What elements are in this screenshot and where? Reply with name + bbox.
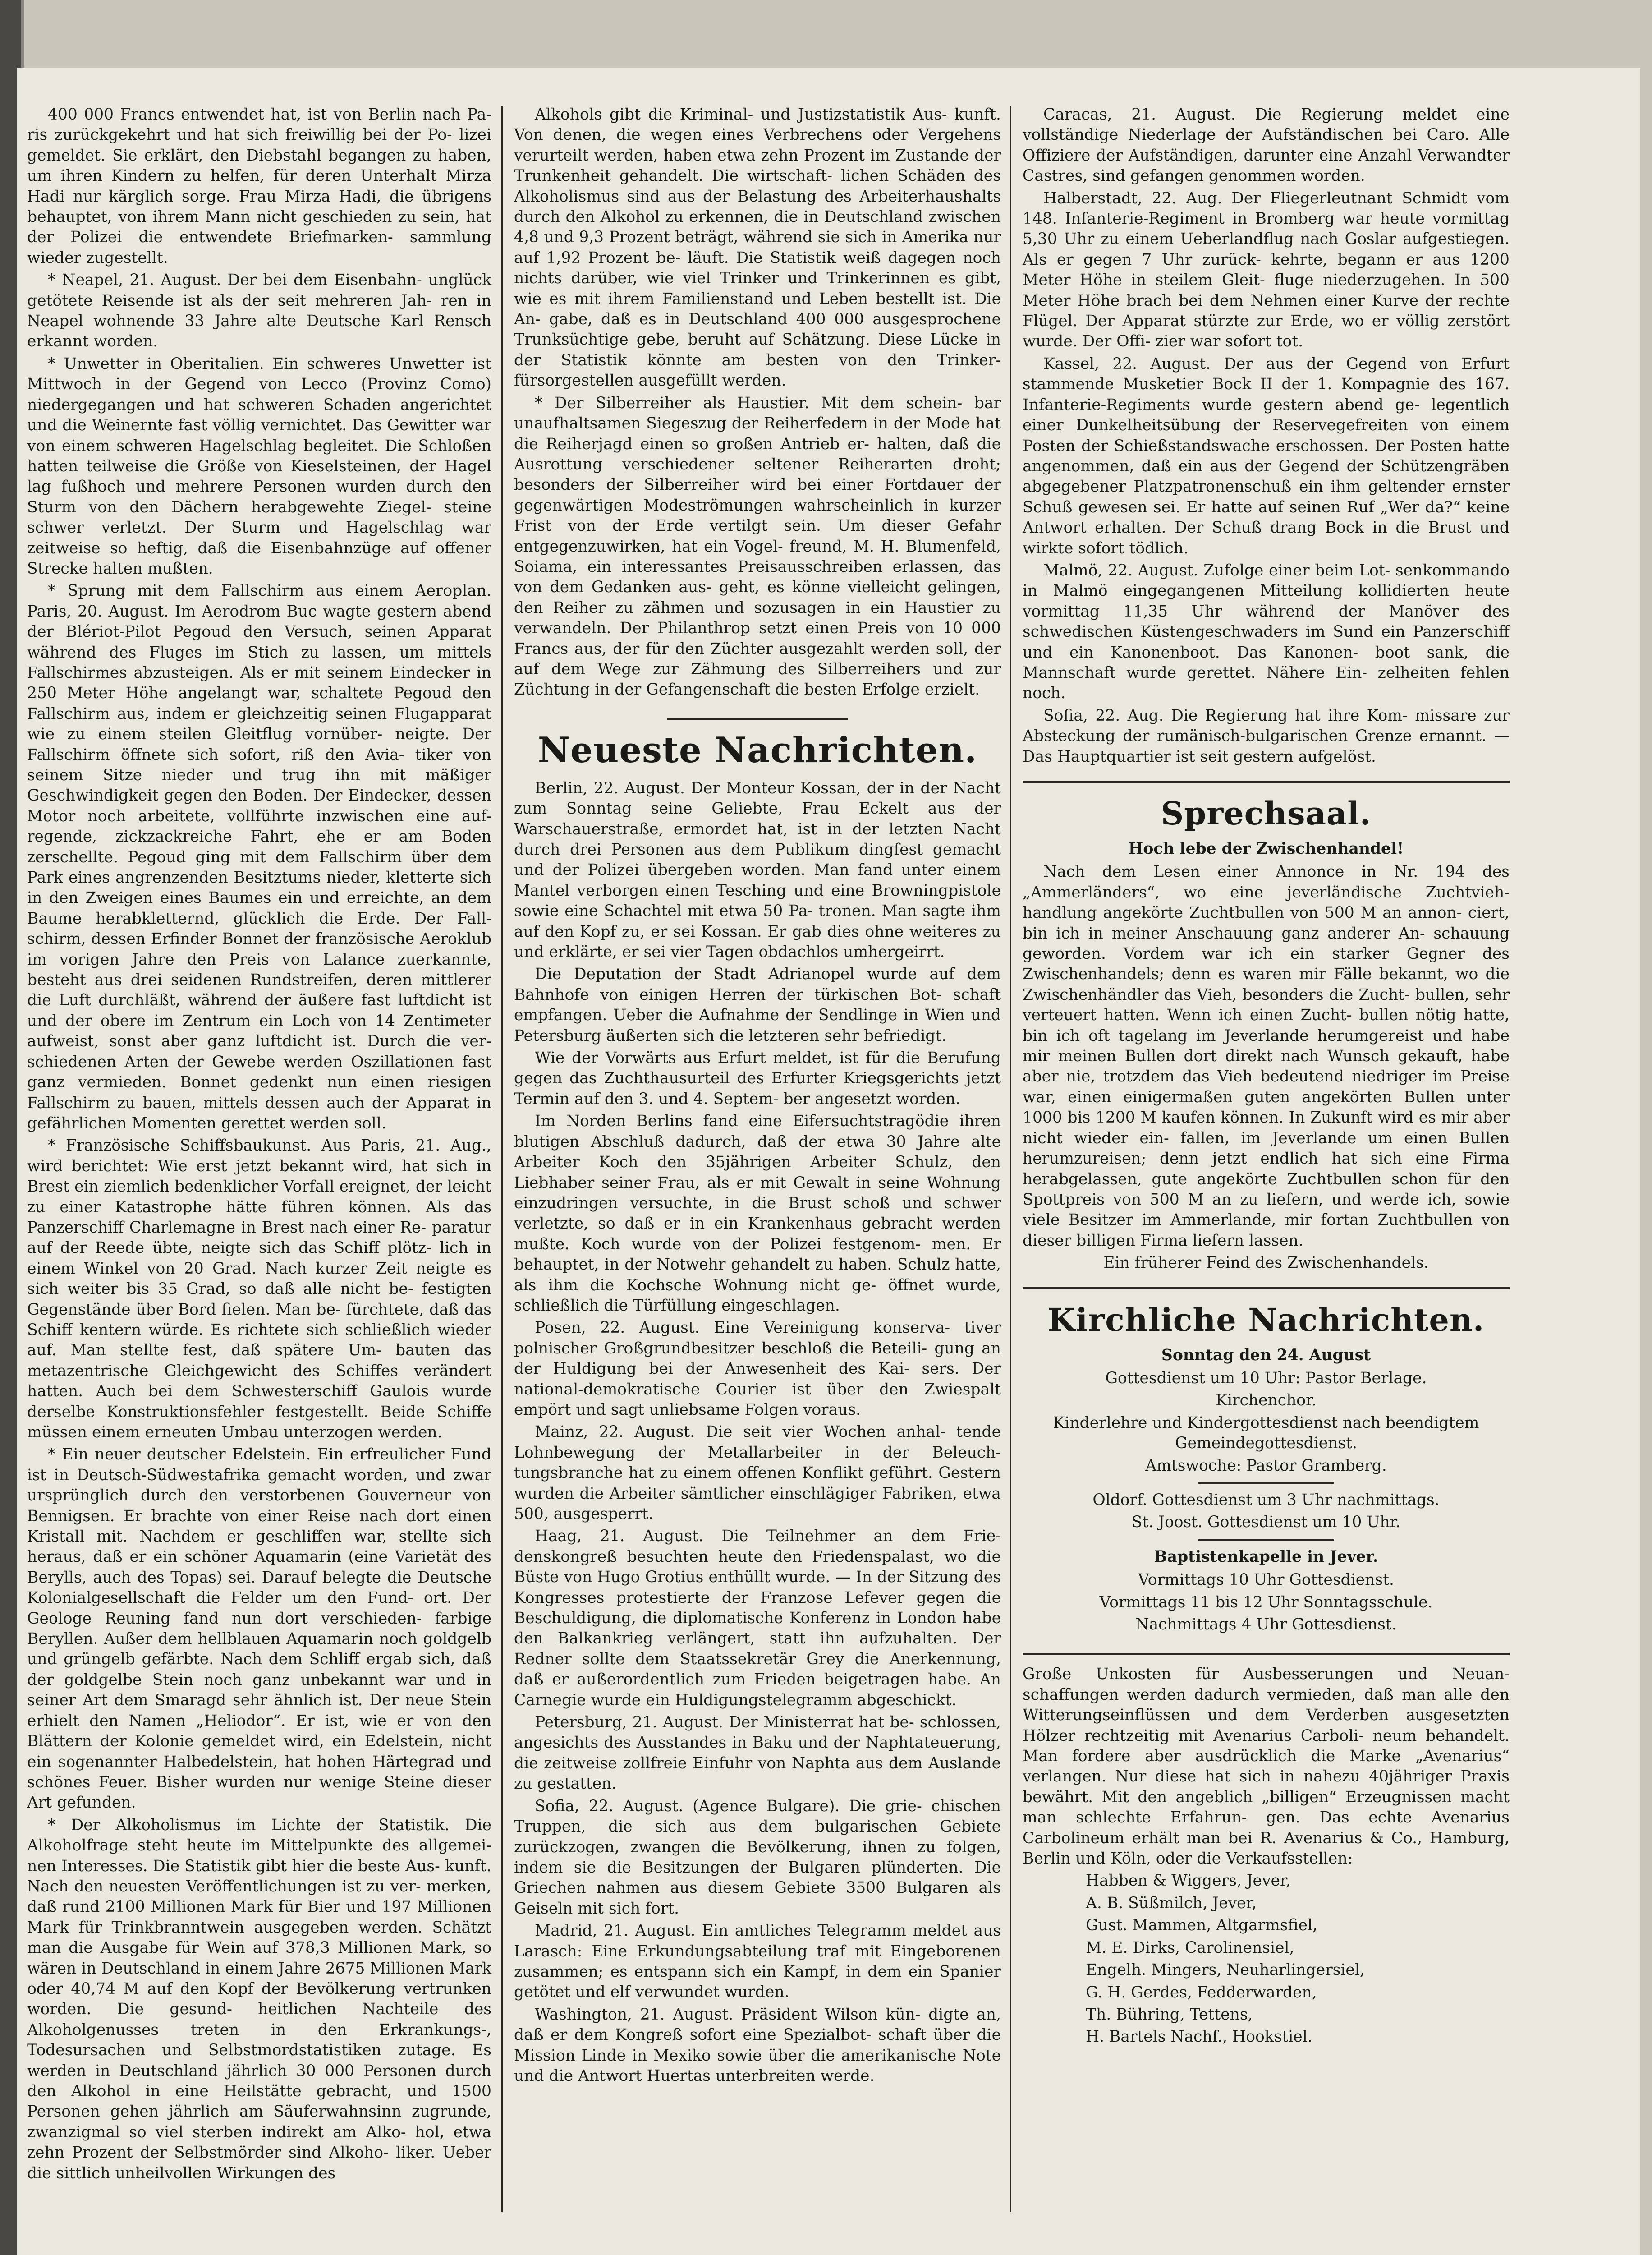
section-divider (1023, 781, 1510, 783)
news-item: Petersburg, 21. August. Der Ministerrat hat be- schlossen, angesichts des Ausstandes in Baku und der Naphtateuerung, die zeitweise zollfreie Einfuhr von Naphta aus dem Auslande zu gestatten. (514, 1713, 1001, 1793)
article-paragraph: * Der Silberreiher als Haustier. Mit dem schein- bar unaufhaltsamen Siegeszug der Reiherfedern in der Mode hat die Reiherjagd einen so großen Antrieb er- halten, daß die Ausrottung verschiedener seltener Reiherarten droht; besonders der Silberreiher wird bei einer Fortdauer der gegenwärtigen Modeströmungen wahrscheinlich in kurzer Frist von der Erde vertilgt sein. Um dieser Gefahr entgegenzuwirken, hat ein Vogel- freund, M. H. Blumenfeld, Soiama, ein interessantes Preisausschreiben erlassen, das von dem Gedanken aus- geht, es könne vielleicht gelingen, den Reiher zu zähmen und sozusagen in ein Haustier zu verwandeln. Der Philanthrop setzt einen Preis von 10 000 Francs aus, der für den Züchter ausgezahlt werden soll, der auf dem Wege zur Zähmung des Silberreihers und zur Züchtung in der Gefangenschaft die besten Erfolge erzielt. (514, 394, 1001, 699)
news-item: Malmö, 22. August. Zufolge einer beim Lot- senkommando in Malmö eingegangenen Mitteilung kollidierten heute vormittag 11,35 Uhr während der Manöver des schwedischen Küstengeschwaders im Sund ein Panzerschiff und ein Kanonenboot. Das Kanonen- boot sank, die Mannschaft wurde gerettet. Nähere Ein- zelheiten fehlen noch. (1023, 561, 1510, 703)
article-paragraph: * Sprung mit dem Fallschirm aus einem Aeroplan. Paris, 20. August. Im Aerodrom Buc wagte gestern abend der Blériot-Pilot Pegoud den Versuch, seinen Apparat während des Fluges im Stich zu lassen, um mittels Fallschirmes abzusteigen. Als er mit seinem Eindecker in 250 Meter Höhe angelangt war, schaltete Pegoud den Fallschirm aus, indem er gleichzeitig seinen Flugapparat wie zu einem steilen Gleitflug vornüber- neigte. Der Fallschirm öffnete sich sofort, riß den Avia- tiker von seinem Sitze nieder und trug ihn mit mäßiger Geschwindigkeit gegen den Boden. Der Eindecker, dessen Motor noch arbeitete, vollführte inzwischen eine auf- regende, zickzackreiche Fahrt, ehe er am Boden zerschellte. Pegoud ging mit dem Fallschirm über dem Park eines angrenzenden Besitztums nieder, kletterte sich in den Zweigen eines Baumes ein und erreichte, an dem Baume herabkletternd, glücklich die Erde. Der Fall- schirm, dessen Erfinder Bonnet der französische Aeroklub im vorigen Jahre den Preis von Lalance zuerkannte, besteht aus drei seidenen Rundstreifen, deren mittlerer die Luft durchläßt, während der äußere fast luftdicht ist und der obere im Zentrum ein Loch von 14 Zentimeter aufweist, sonst aber ganz luftdicht ist. Durch die ver- schiedenen Arten der Gewebe werden Oszillationen fast ganz vermieden. Bonnet gedenkt nun einen riesigen Fallschirm zu bauen, mittels dessen auch der Apparat in gefährlichen Momenten gerettet werden soll. (27, 582, 491, 1132)
dealer-entry: Habben & Wiggers, Jever, (1086, 1872, 1291, 1890)
kirchliche-nachrichten-heading: Kirchliche Nachrichten. (1047, 1301, 1485, 1339)
dealer-list (1023, 1871, 1510, 2047)
section-divider (1023, 1287, 1510, 1289)
dealer-entry: M. E. Dirks, Carolinensiel, (1086, 1938, 1294, 1957)
baptist-line: Vormittags 11 bis 12 Uhr Sonntagsschule. (1099, 1593, 1433, 1611)
column-2 (514, 105, 1001, 2088)
sprechsaal-heading: Sprechsaal. (1161, 795, 1372, 832)
minor-divider (1198, 1539, 1334, 1541)
dealer-entry: Engelh. Mingers, Neuharlingersiel, (1086, 1961, 1365, 1979)
advertisement-body: Große Unkosten für Ausbesserungen und Neuan- schaffungen werden dadurch vermieden, daß man alle den Witterungseinflüssen und dem Verderben ausgesetzten Hölzer rechtzeitig mit Avenarius Carboli- neum behandelt. Man fordere aber ausdrücklich die Marke „Avenarius“ verlangen. Nur diese hat sich in nahezu 40jähriger Praxis bewährt. Mit den angeblich „billigen“ Erzeugnissen macht man schlechte Erfahrun- gen. Das echte Avenarius Carbolineum erhält man bei R. Avenarius & Co., Hamburg, Berlin und Köln, oder die Verkaufsstellen: (1023, 1665, 1510, 1868)
article-paragraph: * Der Alkoholismus im Lichte der Statistik. Die Alkoholfrage steht heute im Mittelpunkte des allgemei- nen Interesses. Die Statistik gibt hier die beste Aus- kunft. Nach den neuesten Veröffentlichungen ist zu ver- merken, daß rund 2100 Millionen Mark für Bier und 197 Millionen Mark für Trinkbranntwein ausgegeben werden. Schätzt man die Ausgabe für Wein auf 378,3 Millionen Mark, so wären in Deutschland in einem Jahre 2675 Millionen Mark oder 40,74 M auf den Kopf der Bevölkerung vertrunken worden. Die gesund- heitlichen Nachteile des Alkoholgenusses treten in den Erkrankungs-, Todesursachen und Selbstmordstatistiken zutage. Es werden in Deutschland jährlich 30 000 Personen durch den Alkohol in eine Heilstätte gebracht, und 1500 Personen gehen jährlich am Säuferwahnsinn zugrunde, zwanzigmal so viel sterben indirekt am Alko- hol, etwa zehn Prozent der Selbstmörder sind Alkoho- liker. Ueber die sittlich unheilvollen Wirkungen des (27, 1816, 491, 2182)
news-item: Halberstadt, 22. Aug. Der Fliegerleutnant Schmidt vom 148. Infanterie-Regiment in Bromberg war heute vormittag 5,30 Uhr zu einem Ueberlandflug nach Goslar aufgestiegen. Als er gegen 7 Uhr zurück- kehrte, begann er aus 1200 Meter Höhe in steilem Gleit- fluge niederzugehen. In 500 Meter Höhe brach bei dem Nehmen einer Kurve der rechte Flügel. Der Apparat stürzte zur Erde, wo er völlig zerstört wurde. Der Offi- zier war sofort tot. (1023, 189, 1510, 351)
baptist-line: Nachmittags 4 Uhr Gottesdienst. (1135, 1615, 1397, 1634)
sprechsaal-subtitle: Hoch lebe der Zwischenhandel! (1128, 840, 1404, 858)
column-3 (1023, 105, 1510, 2049)
section-divider (1023, 1653, 1510, 1655)
news-item: Berlin, 22. August. Der Monteur Kossan, der in der Nacht zum Sonntag seine Geliebte, Frau Eckelt aus der Warschauerstraße, ermordet hat, ist in der letzten Nacht durch drei Personen aus dem Publikum dingfest gemacht und der Polizei übergeben worden. Man fand unter einem Mantel verborgen einen Tesching und eine Browningpistole sowie eine Schachtel mit etwa 50 Pa- tronen. Man sagte ihm auf den Kopf zu, er sei Kossan. Er gab dies ohne weiteres zu und erklärte, er sei vier Tagen obdachlos umhergeirrt. (514, 779, 1001, 962)
news-item: Sofia, 22. August. (Agence Bulgare). Die grie- chischen Truppen, die sich aus dem bulgarischen Gebiete zurückzogen, zwangen die Bevölkerung, ihnen zu folgen, indem sie die Besitzungen der Bulgaren plünderten. Die Griechen nahmen aus diesem Gebiete 3500 Bulgaren als Geiseln mit sich fort. (514, 1797, 1001, 1918)
neueste-nachrichten-heading: Neueste Nachrichten. (537, 729, 977, 771)
service-line: Kinderlehre und Kindergottesdienst nach beendigtem Gemeindegottesdienst. (1053, 1413, 1479, 1453)
sprechsaal-body: Nach dem Lesen einer Annonce in Nr. 194 des „Ammerländers“, wo eine jeverländische Zuchtvieh- handlung angekörte Zuchtbullen von 500 M an annon- ciert, bin ich in meiner Anschauung ganz anderer An- schauung geworden. Vordem war ich ein starker Gegner des Zwischenhandels; denn es waren mir Fälle bekannt, wo die Zwischenhändler das Vieh, besonders die Zucht- bullen, sehr verteuert hatten. Wenn ich einen Zucht- bullen nötig hatte, bin ich oft tagelang im Jeverlande herumgereist und habe mir meinen Bullen dort direkt nach Wunsch gekauft, habe aber nie, trotzdem das Vieh bedeutend niedriger im Preise war, einen einigermaßen guten angekörten Bullen unter 1000 bis 1200 M kaufen können. In Zukunft wird es mir aber nicht wieder ein- fallen, im Jeverlande um einen Bullen herumzureisen; denn jetzt endlich hat sich eine Firma herabgelassen, gute angekörte Zuchtbullen schon für den Spottpreis von 500 M an zu liefern, und werde ich, sowie viele Besitzer im Ammerlande, mir fortan Zuchtbullen von dieser billigen Firma liefern lassen. (1023, 863, 1510, 1250)
service-oldorf: Oldorf. Gottesdienst um 3 Uhr nachmittags. (1092, 1491, 1440, 1509)
article-paragraph: * Unwetter in Oberitalien. Ein schweres Unwetter ist Mittwoch in der Gegend von Lecco (Provinz Como) niedergegangen und hat schweren Schaden angerichtet und die Weinernte fast völlig vernichtet. Das Gewitter war von einem schweren Hagelschlag begleitet. Die Schloßen hatten teilweise die Größe von Kieselsteinen, der Hagel lag fußhoch und mehrere Personen wurden durch den Sturm von den Dächern herabgewehte Ziegel- steine schwer verletzt. Der Sturm und Hagelschlag war zeitweise so heftig, daß die Eisenbahnzüge auf offener Strecke halten mußten. (27, 354, 491, 578)
article-paragraph: Alkohols gibt die Kriminal- und Justizstatistik Aus- kunft. Von denen, die wegen eines Verbrechens oder Vergehens verurteilt werden, haben etwa zehn Prozent im Zustande der Trunkenheit gehandelt. Die wirtschaft- lichen Schäden des Alkoholismus sind aus der Belastung des Arbeiterhaushalts durch den Alkohol zu erkennen, die in Deutschland zwischen 4,8 und 9,3 Prozent beträgt, während sie sich in Amerika nur auf 1,92 Prozent be- läuft. Die Statistik weiß dagegen noch nichts darüber, wie viel Trinker und Trinkerinnen es gibt, wie es mit ihrem Familienstand und Leben bestellt ist. Die An- gabe, daß es in Deutschland 400 000 ausgesprochene Trunksüchtige gebe, beruht auf Schätzung. Diese Lücke in der Statistik könnte am besten von den Trinker- fürsorgestellen ausgefüllt werden. (514, 106, 1001, 390)
article-paragraph: * Neapel, 21. August. Der bei dem Eisenbahn- unglück getötete Reisende ist als der seit mehreren Jah- ren in Neapel wohnende 33 Jahre alte Deutsche Karl Rensch erkannt worden. (27, 271, 491, 351)
dealer-entry: Gust. Mammen, Altgarmsfiel, (1086, 1916, 1317, 1935)
news-item: Die Deputation der Stadt Adrianopel wurde auf dem Bahnhofe von einigen Herren der türkischen Bot- schaft empfangen. Ueber die Aufnahme der Sendlinge in Wien und Petersburg äußerten sich die letzteren sehr befriedigt. (514, 965, 1001, 1045)
dealer-entry: G. H. Gerdes, Fedderwarden, (1086, 1983, 1317, 2002)
news-item: Haag, 21. August. Die Teilnehmer an dem Frie- denskongreß besuchten heute den Friedenspalast, wo die Büste von Hugo Grotius enthüllt wurde. — In der Sitzung des Kongresses protestierte der Franzose Lefever gegen die Beschuldigung, die diplomatische Konferenz in London habe den Balkankrieg verlängert, statt ihn aufzuhalten. Der Redner sollte dem Staatssekretär Grey die Anerkennung, daß er außerordentlich zum Frieden beigetragen habe. An Carnegie wurde ein Huldigungstelegramm abgeschickt. (514, 1527, 1001, 1709)
service-date: Sonntag den 24. August (1161, 1346, 1371, 1364)
sprechsaal-signature: Ein früherer Feind des Zwischenhandels. (1103, 1254, 1429, 1272)
section-divider (667, 718, 848, 720)
dealer-entry: H. Bartels Nachf., Hookstiel. (1086, 2028, 1312, 2046)
news-item: Im Norden Berlins fand eine Eifersuchtstragödie ihren blutigen Abschluß dadurch, daß der etwa 30 Jahre alte Arbeiter Koch den 35jährigen Arbeiter Schulz, den Liebhaber seiner Frau, als er mit Gewalt in seine Wohnung einzudringen versuchte, in die Brust schoß und schwer verletzte, so daß er in ein Krankenhaus gebracht werden mußte. Koch wurde von der Polizei festgenom- men. Er behauptet, in der Notwehr gehandelt zu haben. Schulz hatte, als ihm die Kochsche Wohnung nicht ge- öffnet wurde, schließlich die Türfüllung eingeschlagen. (514, 1112, 1001, 1315)
news-item: Mainz, 22. August. Die seit vier Wochen anhal- tende Lohnbewegung der Metallarbeiter in der Beleuch- tungsbranche hat zu einem offenen Konflikt geführt. Gestern wurden die Arbeiter sämtlicher einschlägiger Fabriken, etwa 500, ausgesperrt. (514, 1423, 1001, 1523)
column-rule-1 (501, 106, 503, 2212)
service-line: Kirchenchor. (1216, 1391, 1317, 1410)
minor-divider (1198, 1482, 1334, 1484)
dealer-entry: Th. Bühring, Tettens, (1086, 2005, 1253, 2024)
dealer-entry: A. B. Süßmilch, Jever, (1086, 1894, 1257, 1912)
service-st-joost: St. Joost. Gottesdienst um 10 Uhr. (1131, 1513, 1401, 1532)
article-paragraph: * Französische Schiffsbaukunst. Aus Paris, 21. Aug., wird berichtet: Wie erst jetzt bekannt wird, hat sich in Brest ein ziemlich bedenklicher Vorfall ereignet, der leicht zu einer Katastrophe hätte führen können. Als das Panzerschiff Charlemagne in Brest nach einer Re- paratur auf der Reede übte, neigte sich das Schiff plötz- lich in einem Winkel von 20 Grad. Nach kurzer Zeit neigte es sich weiter bis 35 Grad, so daß alle nicht be- festigten Gegenstände über Bord fielen. Man be- fürchtete, daß das Schiff kentern würde. Es richtete sich schließlich wieder auf. Man stellte fest, daß spätere Um- bauten das metazentrische Gleichgewicht des Schiffes verändert hatten. Auch bei dem Schwesterschiff Gaulois wurde derselbe Konstruktionsfehler festgestellt. Beide Schiffe müssen einem erneuten Umbau unterzogen werden. (27, 1137, 491, 1441)
service-line: Gottesdienst um 10 Uhr: Pastor Berlage. (1105, 1369, 1427, 1387)
news-item: Madrid, 21. August. Ein amtliches Telegramm meldet aus Larasch: Eine Erkundungsabteilung traf mit Eingeborenen zusammen; es entspann sich ein Kampf, in dem ein Spanier getötet und elf verwundet wurden. (514, 1922, 1001, 2002)
news-item: Wie der Vorwärts aus Erfurt meldet, ist für die Berufung gegen das Zuchthausurteil des Erfurter Kriegsgerichts jetzt Termin auf den 3. und 4. Septem- ber angesetzt worden. (514, 1049, 1001, 1108)
news-item: Sofia, 22. Aug. Die Regierung hat ihre Kom- missare zur Absteckung der rumänisch-bulgarischen Grenze ernannt. — Das Hauptquartier ist seit gestern aufgelöst. (1023, 706, 1510, 766)
news-item: Posen, 22. August. Eine Vereinigung konserva- tiver polnischer Großgrundbesitzer beschloß die Beteili- gung an der Huldigung bei der Anwesenheit des Kai- sers. Der national-demokratische Courier ist über den Zwiespalt empört und sagt unliebsame Folgen voraus. (514, 1319, 1001, 1419)
article-paragraph: 400 000 Francs entwendet hat, ist von Berlin nach Pa- ris zurückgekehrt und hat sich freiwillig bei der Po- lizei gemeldet. Sie erklärt, den Diebstahl begangen zu haben, um ihren Kindern zu helfen, für deren Unterhalt Mirza Hadi nur kärglich sorge. Frau Mirza Hadi, die übrigens behauptet, von ihrem Mann nicht geschieden zu sein, hat der Polizei die entwendete Briefmarken- sammlung wieder zugestellt. (27, 106, 491, 267)
article-paragraph: * Ein neuer deutscher Edelstein. Ein erfreulicher Fund ist in Deutsch-Südwestafrika gemacht worden, und zwar ursprünglich durch den verstorbenen Gouverneur von Bennigsen. Er brachte von einer Reise nach dort einen Kristall mit. Nachdem er geschliffen war, stellte sich heraus, daß er ein schöner Aquamarin (eine Varietät des Berylls, auch des Topas) sei. Darauf belegte die Deutsche Kolonialgesellschaft die Felder um den Fund- ort. Der Geologe Reuning fand nun dort verschieden- farbige Beryllen. Außer dem hellblauen Aquamarin noch goldgelb und grüngelb gefärbte. Nach dem Schliff ergab sich, daß der goldgelbe Stein noch ganz unbekannt war und in seiner Art dem Smaragd sehr ähnlich ist. Der neue Stein erhielt den Namen „Heliodor“. Er ist, wie er von den Blättern der Kolonie gemeldet wird, ein Edelstein, nicht ein sogenannter Halbedelstein, hat hohen Härtegrad und schönes Feuer. Bisher wurden nur wenige Steine dieser Art gefunden. (27, 1445, 491, 1812)
baptist-heading: Baptistenkapelle in Jever. (1154, 1547, 1378, 1566)
column-rule-2 (1010, 106, 1011, 2212)
column-1 (27, 105, 491, 2186)
news-item: Washington, 21. August. Präsident Wilson kün- digte an, daß er dem Kongreß sofort eine Spezialbot- schaft über die Mission Linde in Mexiko sowie über die amerikanische Note und die Antwort Huertas unterbreiten werde. (514, 2005, 1001, 2085)
service-line: Amtswoche: Pastor Gramberg. (1145, 1456, 1387, 1475)
news-item: Caracas, 21. August. Die Regierung meldet eine vollständige Niederlage der Aufständischen bei Caro. Alle Offiziere der Aufständigen, darunter eine Anzahl Verwandter Castres, sind gefangen genommen worden. (1023, 106, 1510, 185)
news-item: Kassel, 22. August. Der aus der Gegend von Erfurt stammende Musketier Bock II der 1. Kompagnie des 167. Infanterie-Regiments wurde gestern abend ge- legentlich einer Dunkelheitsübung der Reservegefreiten von einem Posten der Schießstandswache erschossen. Der Posten hatte angenommen, daß ein aus der Gegend der Schützengräben abgegebener Platzpatronenschuß ein ihm geltender ernster Schuß gewesen sei. Er hatte auf seinen Ruf „Wer da?“ keine Antwort erhalten. Der Schuß drang Bock in die Brust und wirkte sofort tödlich. (1023, 354, 1510, 557)
baptist-line: Vormittags 10 Uhr Gottesdienst. (1138, 1571, 1394, 1589)
